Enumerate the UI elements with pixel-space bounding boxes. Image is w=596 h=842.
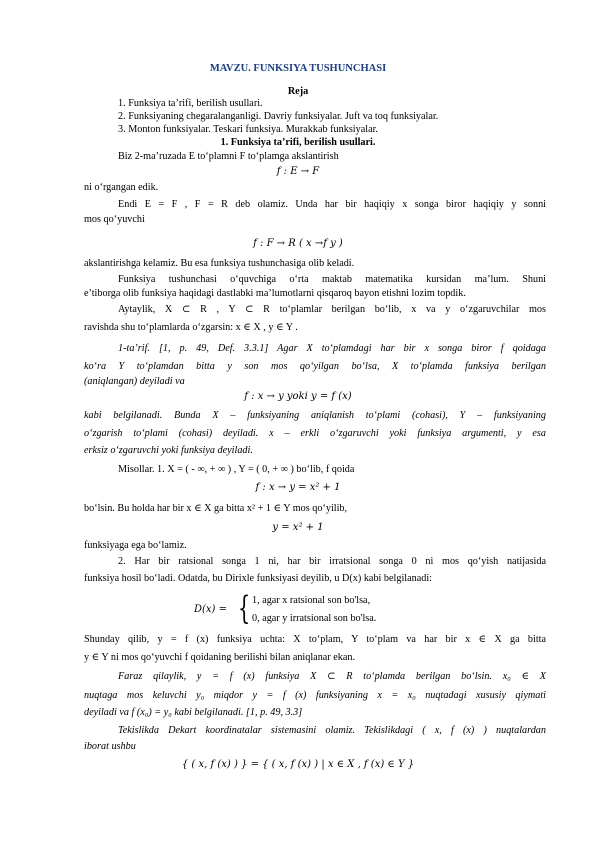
text-line: nuqtaga mos keluvchi y₀ miqdor y = f (x) funksiyaning x = x₀ nuqtadagi xususiy qiymati — [84, 690, 546, 701]
text-line: Tekislikda Dekart koordinatalar sistemasini olamiz. Tekislikdagi ( x, f (x) ) nuqtalardan — [118, 725, 546, 736]
formula: { ( x, f (x) ) } = { ( x, f (x) ) | x ∈ X , f (x) ∈ Y } — [181, 759, 415, 770]
page-title: MAVZU. FUNKSIYA TUSHUNCHASI — [209, 63, 387, 74]
text-line: Shunday qilib, y = f (x) funksiya uchta: X to‘plam, Y to‘plam va har bir x ∈ X ga bitta — [84, 634, 546, 645]
plan-item: 1. Funksiya ta’rifi, berilish usullari. — [118, 98, 263, 109]
example-line: funksiya hosil bo‘ladi. Odatda, bu Dirixle funksiyasi deyilib, u D(x) kabi belgilanadi: — [84, 573, 433, 584]
text-line: akslantirishga kelamiz. Bu esa funksiya tushunchasiga olib keladi. — [84, 258, 355, 269]
text-line: Funksiya tushunchasi o‘quvchiga o‘rta maktab matematika kursidan ma’lum. Shuni — [118, 274, 546, 285]
formula: f : E → F — [276, 166, 320, 177]
text-line: iborat ushbu — [84, 741, 136, 752]
example-line: bo‘lsin. Bu holda har bir x ∈ X ga bitta x² + 1 ∈ Y mos qo‘yilib, — [84, 503, 348, 514]
formula: f : x → y yoki y = f (x) — [244, 391, 352, 402]
text-line: Aytaylik, X ⊂ R , Y ⊂ R to‘plamlar berilgan bo‘lib, x va y o‘zgaruvchilar mos — [118, 304, 546, 315]
text-line: deyiladi va f (x₀) = y₀ kabi belgilanadi. [1, p. 49, 3.3] — [84, 707, 303, 718]
left-brace-icon: { — [238, 589, 251, 627]
example-line: Misollar. 1. X = ( - ∞, + ∞ ) , Y = ( 0, + ∞ ) bo‘lib, f qoida — [118, 464, 355, 475]
text-line: Endi E = F , F = R deb olamiz. Unda har bir haqiqiy x songa biror haqiqiy y sonni — [118, 199, 546, 210]
dirichlet-case: 0, agar y irratsional son bo'lsa. — [252, 613, 377, 624]
definition-line: (aniqlangan) deyiladi va — [84, 376, 185, 387]
definition-line: o‘zgarish to‘plami (cohasi) deyiladi. x – erkli o‘zgaruvchi yoki funksiya argumenti, y esa — [84, 428, 546, 439]
plan-item: 3. Monton funksiyalar. Teskari funksiya. Murakkab funksiyalar. — [118, 124, 378, 135]
text-line: y ∈ Y ni mos qo‘yuvchi f qoidaning berilishi bilan aniqlanar ekan. — [84, 652, 356, 663]
formula: f : F → R ( x →f y ) — [253, 238, 343, 249]
formula: f : x → y = x² + 1 — [255, 482, 341, 493]
formula: y = x² + 1 — [272, 522, 324, 533]
definition-line: kabi belgilanadi. Bunda X – funksiyaning aniqlanish to‘plami (cohasi), Y – funksiyaning — [84, 410, 546, 421]
dirichlet-case: 1, agar x ratsional son bo'lsa, — [252, 595, 371, 606]
section-heading: 1. Funksiya ta’rifi, berilish usullari. — [220, 137, 376, 148]
text-line: Faraz qilaylik, y = f (x) funksiya X ⊂ R to‘plamda berilgan bo‘lsin. x₀ ∈ X — [118, 671, 546, 682]
plan-heading: Reja — [287, 86, 309, 97]
dirichlet-lhs: D(x) = — [194, 604, 228, 615]
example-line: 2. Har bir ratsional songa 1 ni, har bir irratsional songa 0 ni mos qo‘yish natijasida — [118, 556, 546, 567]
definition-line: erksiz o‘zgaruvchi yoki funksiya deyiladi. — [84, 445, 253, 456]
text-line: e’tiborga olib funksiya haqidagi dastlabki ma’lumotlarni qisqaroq bayon etishni lozim topdik. — [84, 288, 466, 299]
definition-line: 1-ta’rif. [1, p. 49, Def. 3.3.1] Agar X to‘plamdagi har bir x songa biror f qoidaga — [118, 343, 546, 354]
text-line: ravishda shu to‘plamlarda o‘zgarsin: x ∈ X , y ∈ Y . — [84, 322, 298, 333]
definition-line: ko‘ra Y to‘plamdan bitta y son mos qo‘yilgan bo‘lsa, X to‘plamda funksiya berilgan — [84, 361, 546, 372]
text-line: mos qo‘yuvchi — [84, 214, 145, 225]
text-line: Biz 2-ma’ruzada E to‘plamni F to‘plamga akslantirish — [118, 151, 339, 162]
plan-item: 2. Funksiyaning chegaralanganligi. Davriy funksiyalar. Juft va toq funksiyalar. — [118, 111, 439, 122]
text-line: ni o‘rgangan edik. — [84, 182, 159, 193]
example-line: funksiyaga ega bo‘lamiz. — [84, 540, 187, 551]
